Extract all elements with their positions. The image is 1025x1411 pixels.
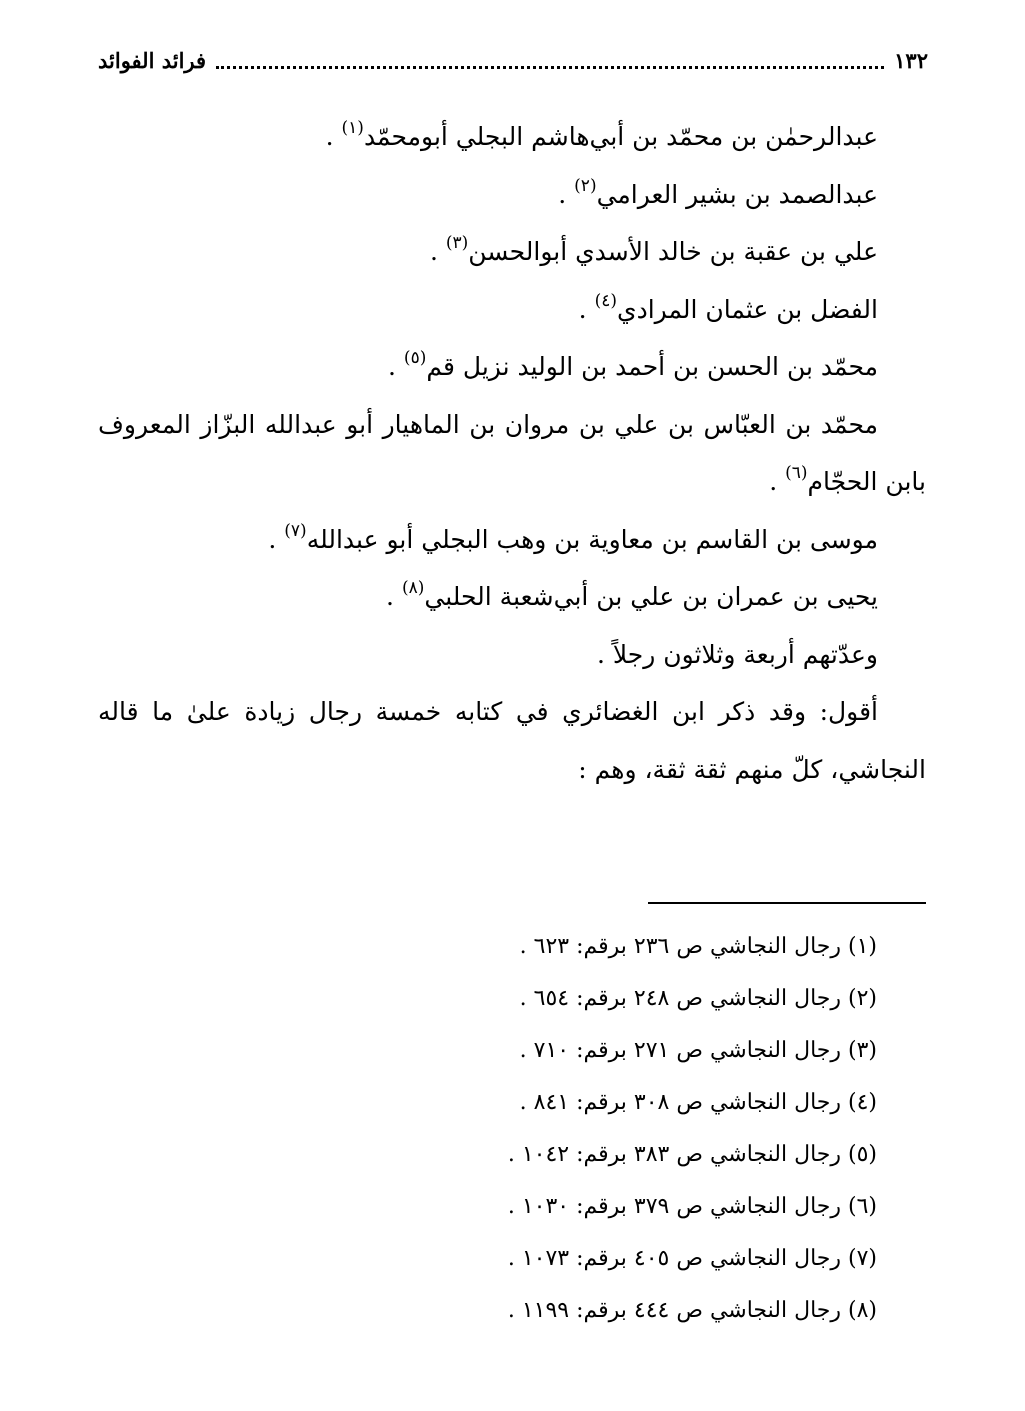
footnote-marker: (٨) (401, 578, 425, 598)
closing-paragraph: أقول: وقد ذكر ابن الغضائري في كتابه خمسة رجال زيادة علىٰ ما قاله النجاشي، كلّ منهم ثقة ثقة، وهم : (98, 697, 926, 784)
entry-line (98, 223, 926, 281)
entry-line (98, 108, 926, 166)
entry-end: . (429, 237, 446, 266)
entry-end: . (325, 122, 342, 151)
entry-line (98, 281, 926, 339)
footnote-marker: (٥) (403, 348, 427, 368)
entry-line (98, 396, 926, 511)
footnote: (٢) رجال النجاشي ص ٢٤٨ برقم: ٦٥٤ . (519, 986, 877, 1011)
footnote-marker: (٤) (594, 290, 617, 311)
entry-end: . (769, 467, 786, 496)
entry-end: . (386, 582, 402, 611)
entry-line (98, 511, 926, 569)
entry-text: موسى بن القاسم بن معاوية بن وهب البجلي أبو عبدالله (306, 524, 878, 554)
entry-end: . (578, 294, 595, 324)
page-number: ١٣٢ (894, 47, 928, 73)
footnote: (٧) رجال النجاشي ص ٤٠٥ برقم: ١٠٧٣ . (507, 1246, 877, 1271)
entry-end: . (388, 352, 404, 381)
footnote-marker: (٢) (574, 175, 597, 196)
footnote-marker: (٦) (785, 463, 808, 483)
footnote: (٣) رجال النجاشي ص ٢٧١ برقم: ٧١٠ . (519, 1038, 877, 1063)
footnote: (٦) رجال النجاشي ص ٣٧٩ برقم: ١٠٣٠ . (507, 1194, 877, 1219)
entry-text: عبدالرحمٰن بن محمّد بن أبي‌هاشم البجلي أبومحمّد (363, 122, 878, 151)
entry-line (98, 338, 926, 396)
footnote-marker: (٧) (284, 520, 307, 541)
footnote-separator (648, 902, 926, 904)
entry-line (98, 166, 926, 224)
entry-text: علي بن عقبة بن خالد الأسدي أبوالحسن (468, 237, 878, 266)
entry-text: الفضل بن عثمان المرادي (617, 294, 878, 324)
footnote: (٤) رجال النجاشي ص ٣٠٨ برقم: ٨٤١ . (519, 1090, 877, 1115)
footnote: (٨) رجال النجاشي ص ٤٤٤ برقم: ١١٩٩ . (507, 1298, 877, 1323)
footnote-marker: (٣) (445, 233, 469, 253)
count-line: وعدّتهم أربعة وثلاثون رجلاً . (596, 639, 878, 669)
entry-end: . (268, 524, 285, 554)
footnote: (٥) رجال النجاشي ص ٣٨٣ برقم: ١٠٤٢ . (507, 1142, 877, 1167)
running-header (98, 42, 928, 78)
entry-text: يحيى بن عمران بن علي بن أبي‌شعبة الحلبي (424, 582, 878, 611)
footnote-marker: (١) (341, 118, 364, 138)
entry-text: محمّد بن الحسن بن أحمد بن الوليد نزيل قم (426, 352, 878, 381)
running-title: فرائد الفوائد (98, 47, 207, 73)
header-dot-leader (216, 52, 884, 69)
footnote: (١) رجال النجاشي ص ٢٣٦ برقم: ٦٢٣ . (519, 934, 877, 959)
footnotes (277, 921, 877, 1337)
entry-end: . (558, 179, 575, 209)
main-text (98, 108, 926, 798)
entry-text: عبدالصمد بن بشير العرامي (596, 179, 878, 209)
entry-text: محمّد بن العبّاس بن علي بن مروان بن الماهيار أبو عبدالله البزّاز المعروف بابن الحجّام (98, 409, 926, 496)
entry-line (98, 568, 926, 626)
